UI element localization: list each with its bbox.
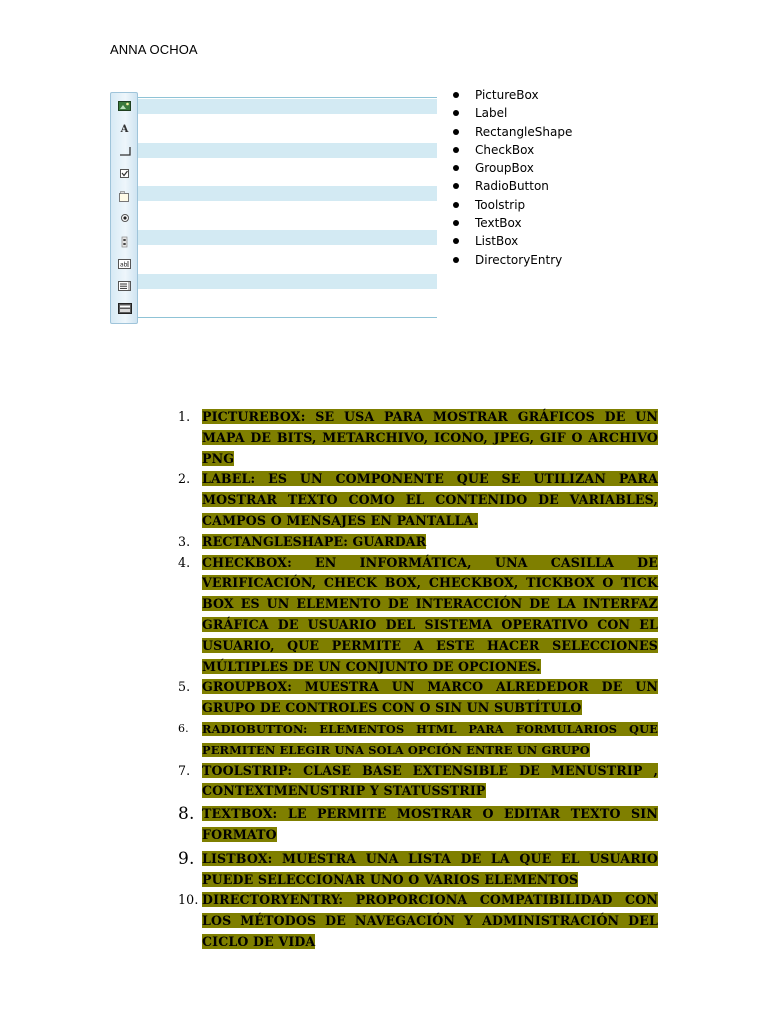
list-item: PictureBox <box>450 86 572 104</box>
toolbox-rows <box>138 97 437 319</box>
toolbox-row <box>138 143 437 158</box>
toolbox-image <box>110 92 437 324</box>
rectangleshape-icon <box>118 146 131 158</box>
description-item <box>178 719 658 761</box>
list-item: TextBox <box>450 214 572 232</box>
description-text: CHECKBOX: EN INFORMÁTICA, UNA CASILLA DE VERIFICACIÓN, CHECK BOX, CHECKBOX, TICKBOX O TICK BOX ES UN ELEMENTO DE INTERACCIÓN DE LA INTERFAZ GRÁFICA DE USUARIO DEL SISTEMA OPERATIVO CON EL USUARIO, QUE PERMITE A ESTE HACER SELECCIONES MÚLTIPLES DE UN CONJUNTO DE OPCIONES. <box>202 554 658 674</box>
description-text: GROUPBOX: MUESTRA UN MARCO ALREDEDOR DE UN GRUPO DE CONTROLES CON O SIN UN SUBTÍTULO <box>202 679 658 716</box>
groupbox-icon <box>118 191 131 203</box>
item-number: 5. <box>178 679 191 695</box>
description-text: LISTBOX: MUESTRA UNA LISTA DE LA QUE EL USUARIO PUEDE SELECCIONAR UNO O VARIOS ELEMENTOS <box>202 850 658 887</box>
description-item <box>178 677 658 719</box>
toolstrip-icon <box>118 236 131 248</box>
label-icon: A <box>120 124 129 135</box>
list-item: RadioButton <box>450 177 572 195</box>
description-item <box>178 804 658 846</box>
textbox-icon <box>118 259 131 271</box>
picturebox-icon <box>118 101 131 113</box>
author-name: ANNA OCHOA <box>110 42 198 57</box>
description-item <box>178 407 658 469</box>
directoryentry-icon <box>118 303 131 315</box>
radiobutton-icon <box>118 213 131 225</box>
toolbox-bottom-border <box>138 317 437 318</box>
item-number: 6. <box>178 721 189 735</box>
description-text: TOOLSTRIP: CLASE BASE EXTENSIBLE DE MENUSTRIP , CONTEXTMENUSTRIP Y STATUSSTRIP <box>202 762 658 799</box>
toolbox-icon-strip <box>110 92 138 324</box>
list-item: CheckBox <box>450 141 572 159</box>
description-item <box>178 469 658 531</box>
list-item: GroupBox <box>450 159 572 177</box>
description-text: RECTANGLESHAPE: GUARDAR <box>202 533 427 549</box>
description-item <box>178 849 658 891</box>
list-item: Toolstrip <box>450 196 572 214</box>
toolbox-row <box>138 186 437 201</box>
list-item: RectangleShape <box>450 123 572 141</box>
item-number: 4. <box>178 554 191 570</box>
controls-bullet-list <box>450 86 572 269</box>
item-number: 7. <box>178 762 191 778</box>
item-number: 2. <box>178 471 191 487</box>
description-item <box>178 890 658 952</box>
list-item: Label <box>450 104 572 122</box>
checkbox-icon <box>118 169 131 181</box>
description-item <box>178 532 658 553</box>
description-text: TEXTBOX: LE PERMITE MOSTRAR O EDITAR TEXTO SIN FORMATO <box>202 806 658 842</box>
toolbox-row <box>138 274 437 289</box>
description-text: PICTUREBOX: SE USA PARA MOSTRAR GRÁFICOS DE UN MAPA DE BITS, METARCHIVO, ICONO, JPEG, GIF O ARCHIVO PNG <box>202 409 658 466</box>
svg-text:ab: ab <box>120 261 128 269</box>
list-item: ListBox <box>450 232 572 250</box>
item-number: 3. <box>178 533 191 549</box>
toolbox-row <box>138 230 437 245</box>
description-text: DIRECTORYENTRY: PROPORCIONA COMPATIBILIDAD CON LOS MÉTODOS DE NAVEGACIÓN Y ADMINISTRACIÓN DEL CICLO DE VIDA <box>202 892 658 949</box>
description-text: RADIOBUTTON: ELEMENTOS HTML PARA FORMULARIOS QUE PERMITEN ELEGIR UNA SOLA OPCIÓN ENTRE UN GRUPO <box>202 721 658 757</box>
item-number: 9. <box>178 848 195 869</box>
description-item <box>178 761 658 803</box>
item-number: 8. <box>178 804 195 825</box>
description-text: LABEL: ES UN COMPONENTE QUE SE UTILIZAN PARA MOSTRAR TEXTO COMO EL CONTENIDO DE VARIABLES, CAMPOS O MENSAJES EN PANTALLA. <box>202 471 658 528</box>
description-item <box>178 553 658 678</box>
item-number: 10. <box>178 892 199 908</box>
item-number: 1. <box>178 409 191 424</box>
descriptions-numbered-list <box>178 407 658 953</box>
listbox-icon <box>118 281 131 293</box>
list-item: DirectoryEntry <box>450 251 572 269</box>
toolbox-row <box>138 99 437 114</box>
